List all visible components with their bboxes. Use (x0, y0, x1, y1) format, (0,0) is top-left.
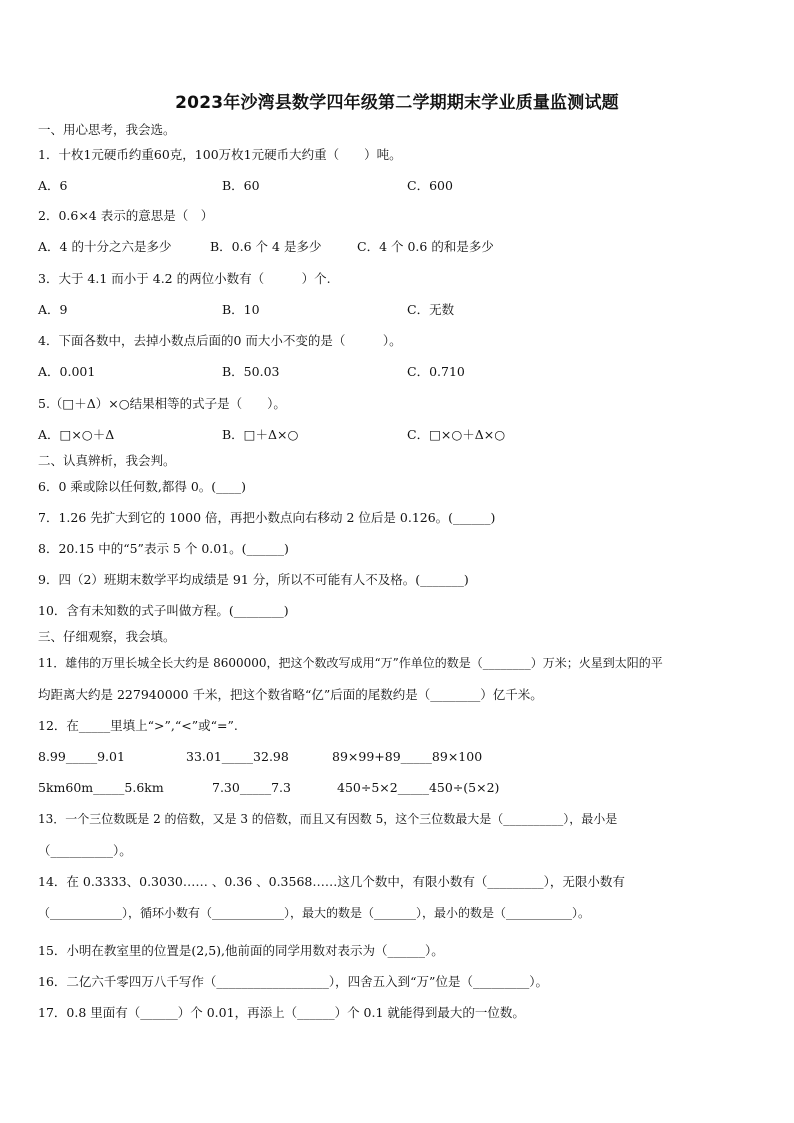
question-5-option-c: C．□×○＋Δ×○ (407, 427, 506, 442)
question-12-item: 450÷5×2_____450÷(5×2) (337, 780, 500, 795)
question-9: 9．四（2）班期末数学平均成绩是 91 分，所以不可能有人不及格。(_______) (38, 572, 469, 587)
question-12-item: 33.01_____32.98 (186, 749, 289, 764)
section-heading-2: 二、认真辨析，我会判。 (38, 453, 176, 468)
question-3-stem: 3．大于 4.1 而小于 4.2 的两位小数有（ ）个. (38, 271, 331, 286)
question-1-option-c: C．600 (407, 178, 453, 193)
question-5-option-a: A．□×○＋Δ (38, 427, 115, 442)
question-12-item: 5km60m_____5.6km (38, 780, 164, 795)
question-14-line-1: 14．在 0.3333、0.3030…… 、0.36 、0.3568……这几个数中，有限小数有（_________），无限小数有 (38, 874, 625, 889)
question-12-item: 89×99+89_____89×100 (332, 749, 483, 764)
question-2-stem: 2．0.6×4 表示的意思是（ ） (38, 208, 214, 223)
question-14-line-2: （____________），循环小数有（____________），最大的数是（_______），最小的数是（___________）。 (38, 906, 591, 920)
question-10: 10．含有未知数的式子叫做方程。(________) (38, 603, 289, 618)
question-8: 8．20.15 中的“5”表示 5 个 0.01。(______) (38, 541, 289, 556)
page-title: 2023年沙湾县数学四年级第二学期期末学业质量监测试题 (175, 93, 619, 113)
question-3-option-b: B．10 (222, 302, 260, 317)
question-11-line-2: 均距离大约是 227940000 千米，把这个数省略“亿”后面的尾数约是（________）亿千米。 (38, 687, 543, 702)
question-12-item: 8.99_____9.01 (38, 749, 125, 764)
question-4-option-c: C．0.710 (407, 364, 465, 379)
question-15: 15．小明在教室里的位置是(2,5),他前面的同学用数对表示为（______）。 (38, 943, 444, 958)
question-4-option-b: B．50.03 (222, 364, 280, 379)
question-16: 16．二亿六千零四万八千写作（__________________），四舍五入到“万”位是（_________）。 (38, 974, 548, 989)
question-17: 17．0.8 里面有（______）个 0.01，再添上（______）个 0.1 就能得到最大的一位数。 (38, 1005, 525, 1020)
question-2-option-c: C．4 个 0.6 的和是多少 (357, 239, 494, 254)
section-heading-1: 一、用心思考，我会选。 (38, 122, 176, 137)
question-5-stem: 5.（□＋Δ）×○结果相等的式子是（ ）。 (38, 396, 286, 411)
question-7: 7．1.26 先扩大到它的 1000 倍，再把小数点向右移动 2 位后是 0.126。(______) (38, 510, 496, 525)
question-3-option-c: C．无数 (407, 302, 455, 317)
question-13-line-1: 13．一个三位数既是 2 的倍数，又是 3 的倍数，而且又有因数 5，这个三位数最大是（__________），最小是 (38, 812, 618, 826)
question-12-item: 7.30_____7.3 (212, 780, 291, 795)
question-2-option-a: A．4 的十分之六是多少 (38, 239, 172, 254)
question-3-option-a: A．9 (38, 302, 68, 317)
question-4-stem: 4．下面各数中，去掉小数点后面的0 而大小不变的是（ ）。 (38, 333, 402, 348)
question-1-option-b: B．60 (222, 178, 260, 193)
question-1-option-a: A．6 (38, 178, 68, 193)
question-1-stem: 1．十枚1元硬币约重60克，100万枚1元硬币大约重（ ）吨。 (38, 147, 402, 162)
question-6: 6．0 乘或除以任何数,都得 0。(____) (38, 479, 247, 494)
question-13-line-2: （__________）。 (38, 843, 132, 858)
section-heading-3: 三、仔细观察，我会填。 (38, 629, 176, 644)
question-4-option-a: A．0.001 (38, 364, 96, 379)
question-5-option-b: B．□＋Δ×○ (222, 427, 299, 442)
question-11-line-1: 11．雄伟的万里长城全长大约是 8600000，把这个数改写成用“万”作单位的数是（________）万米；火星到太阳的平 (38, 656, 663, 670)
question-2-option-b: B．0.6 个 4 是多少 (210, 239, 322, 254)
question-12-stem: 12．在_____里填上“>”,“<”或“=”. (38, 718, 238, 733)
